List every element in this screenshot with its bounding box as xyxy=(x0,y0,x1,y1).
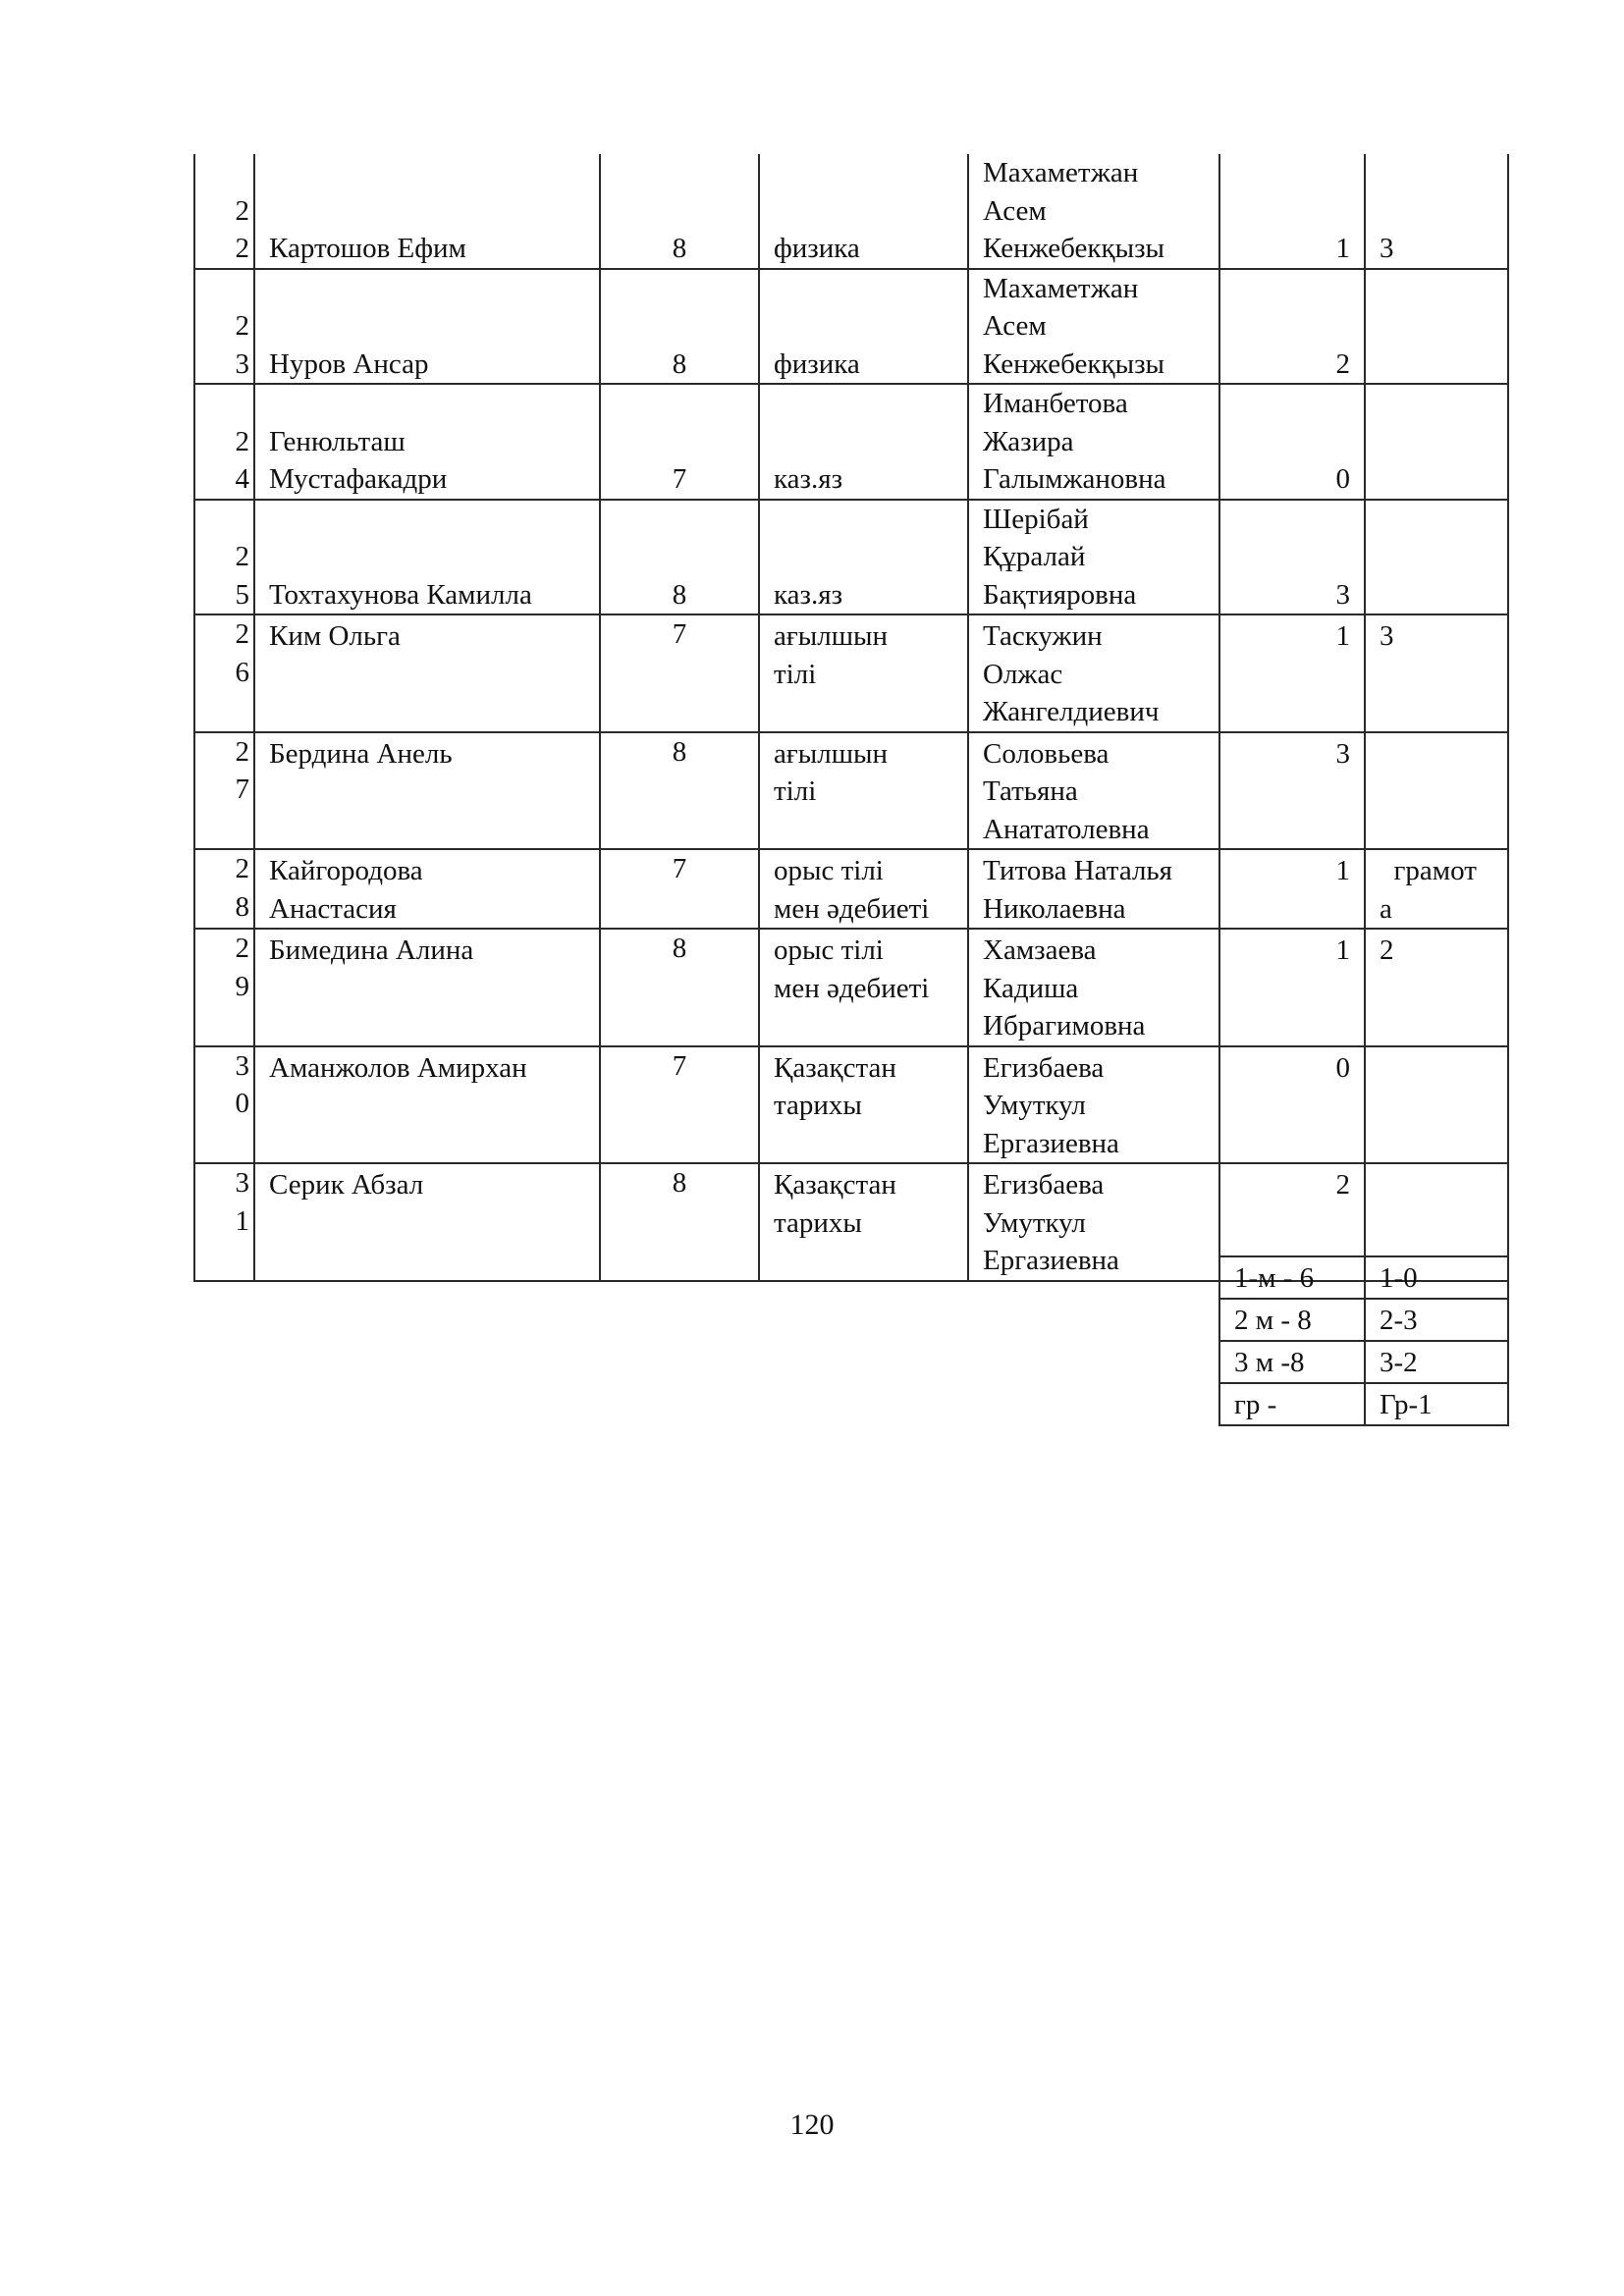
student-name: Серик Абзал xyxy=(269,1169,424,1201)
subject-cell xyxy=(759,849,968,929)
student-name: Генюльташ Мустафакадри xyxy=(269,425,448,495)
grade: 8 xyxy=(672,933,687,964)
summary-right-cell: 2-3 xyxy=(1365,1299,1508,1341)
student-name-cell xyxy=(254,1046,600,1164)
student-name: Аманжолов Амирхан xyxy=(269,1051,527,1084)
teacher-name-cell xyxy=(968,849,1219,929)
subject: каз.яз xyxy=(774,463,843,495)
subject-cell xyxy=(759,1163,968,1281)
award: 3 xyxy=(1380,233,1394,264)
teacher-name-cell xyxy=(968,154,1219,269)
subject: физика xyxy=(774,233,860,264)
award: грамот а xyxy=(1380,855,1477,925)
subject: орыс тілі мен әдебиеті xyxy=(774,855,930,925)
place-cell xyxy=(1219,1046,1365,1164)
summary-left-cell: 1-м - 6 xyxy=(1219,1256,1365,1299)
grade-cell xyxy=(600,849,759,929)
place-cell xyxy=(1219,849,1365,929)
award-cell xyxy=(1365,732,1508,850)
place: 1 xyxy=(1335,934,1350,966)
student-name: Тохтахунова Камилла xyxy=(269,578,532,611)
teacher-name: Хамзаева Кадиша Ибрагимовна xyxy=(983,934,1146,1041)
student-name-cell xyxy=(254,1163,600,1281)
grade-cell xyxy=(600,1046,759,1164)
place: 0 xyxy=(1335,1051,1350,1084)
award-cell xyxy=(1365,1046,1508,1164)
teacher-name: Иманбетова Жазира Галымжановна xyxy=(983,388,1166,495)
row-number-cell xyxy=(194,154,254,269)
teacher-name-cell xyxy=(968,500,1219,615)
table-row xyxy=(194,269,1508,385)
grade: 8 xyxy=(672,1167,687,1199)
summary-table-body xyxy=(1219,1256,1508,1425)
teacher-name: Махаметжан Асем Кенжебекқызы xyxy=(983,272,1165,380)
subject: ағылшын тілі xyxy=(774,737,889,807)
row-number-cell xyxy=(194,1046,254,1164)
grade-cell xyxy=(600,1163,759,1281)
row-number-cell xyxy=(194,500,254,615)
student-name-cell xyxy=(254,929,600,1046)
place-cell xyxy=(1219,269,1365,385)
row-number-cell xyxy=(194,849,254,929)
place: 1 xyxy=(1335,233,1350,264)
student-name-cell xyxy=(254,849,600,929)
award-cell xyxy=(1365,614,1508,732)
student-name-cell xyxy=(254,732,600,850)
row-number-cell xyxy=(194,929,254,1046)
row-number: 2 9 xyxy=(235,933,249,1002)
table-row xyxy=(194,929,1508,1046)
teacher-name: Шерібай Құралай Бақтияровна xyxy=(983,503,1137,611)
award-cell xyxy=(1365,849,1508,929)
student-name: Ким Ольга xyxy=(269,620,401,652)
subject-cell xyxy=(759,1046,968,1164)
place: 1 xyxy=(1335,620,1350,652)
summary-table xyxy=(1218,1255,1509,1426)
place-cell xyxy=(1219,154,1365,269)
subject: Қазақстан тарихы xyxy=(774,1169,896,1239)
summary-left-cell: 2 м - 8 xyxy=(1219,1299,1365,1341)
grade: 8 xyxy=(672,347,687,380)
award-cell xyxy=(1365,269,1508,385)
grade: 8 xyxy=(672,233,687,264)
row-number-cell xyxy=(194,732,254,850)
teacher-name-cell xyxy=(968,1163,1219,1281)
teacher-name-cell xyxy=(968,1046,1219,1164)
row-number-cell xyxy=(194,384,254,500)
teacher-name-cell xyxy=(968,614,1219,732)
subject-cell xyxy=(759,614,968,732)
award-cell xyxy=(1365,384,1508,500)
grade-cell xyxy=(600,269,759,385)
grade-cell xyxy=(600,384,759,500)
place-cell xyxy=(1219,614,1365,732)
place: 3 xyxy=(1335,737,1350,770)
page-number: 120 xyxy=(789,2109,835,2141)
award-cell xyxy=(1365,500,1508,615)
row-number-cell xyxy=(194,269,254,385)
student-name: Нуров Ансар xyxy=(269,347,429,380)
grade: 7 xyxy=(672,1049,687,1082)
subject-cell xyxy=(759,384,968,500)
place: 2 xyxy=(1335,1169,1350,1201)
grade-cell xyxy=(600,614,759,732)
summary-right-cell: 3-2 xyxy=(1365,1341,1508,1383)
grade-cell xyxy=(600,500,759,615)
table-row xyxy=(194,1046,1508,1164)
subject-cell xyxy=(759,154,968,269)
place-cell xyxy=(1219,500,1365,615)
summary-row xyxy=(1219,1341,1508,1383)
subject-cell xyxy=(759,929,968,1046)
student-name: Кайгородова Анастасия xyxy=(269,855,423,925)
subject: Қазақстан тарихы xyxy=(774,1051,896,1121)
student-name: Бердина Анель xyxy=(269,737,453,770)
row-number: 2 8 xyxy=(235,853,249,923)
teacher-name: Соловьева Татьяна Анататолевна xyxy=(983,737,1150,845)
teacher-name-cell xyxy=(968,269,1219,385)
award-cell xyxy=(1365,154,1508,269)
student-name-cell xyxy=(254,154,600,269)
grade-cell xyxy=(600,929,759,1046)
row-number: 3 1 xyxy=(235,1167,249,1237)
teacher-name-cell xyxy=(968,384,1219,500)
grade: 7 xyxy=(672,463,687,495)
table-row xyxy=(194,500,1508,615)
grade: 8 xyxy=(672,735,687,768)
subject: орыс тілі мен әдебиеті xyxy=(774,934,930,1004)
award-cell xyxy=(1365,929,1508,1046)
row-number: 2 7 xyxy=(235,735,249,805)
student-name: Бимедина Алина xyxy=(269,934,474,966)
student-name-cell xyxy=(254,500,600,615)
row-number-cell xyxy=(194,614,254,732)
teacher-name: Титова Наталья Николаевна xyxy=(983,855,1172,925)
results-table xyxy=(193,154,1509,1282)
student-name: Картошов Ефим xyxy=(269,233,466,264)
student-name-cell xyxy=(254,384,600,500)
teacher-name: Егизбаева Умуткул Ергазиевна xyxy=(983,1051,1119,1159)
table-row xyxy=(194,849,1508,929)
summary-right-cell: Гр-1 xyxy=(1365,1383,1508,1425)
place: 0 xyxy=(1335,463,1350,495)
place-cell xyxy=(1219,384,1365,500)
teacher-name-cell xyxy=(968,929,1219,1046)
grade: 7 xyxy=(672,618,687,650)
grade: 8 xyxy=(672,578,687,611)
row-number: 3 0 xyxy=(235,1049,249,1119)
row-number: 2 5 xyxy=(235,541,249,611)
student-name-cell xyxy=(254,269,600,385)
teacher-name: Егизбаева Умуткул Ергазиевна xyxy=(983,1169,1119,1276)
grade: 7 xyxy=(672,853,687,884)
award: 3 xyxy=(1380,620,1394,652)
table-row xyxy=(194,154,1508,269)
summary-left-cell: гр - xyxy=(1219,1383,1365,1425)
subject: физика xyxy=(774,347,860,380)
row-number: 2 6 xyxy=(235,618,249,688)
row-number: 2 3 xyxy=(235,310,249,380)
teacher-name-cell xyxy=(968,732,1219,850)
subject: ағылшын тілі xyxy=(774,620,889,690)
results-table-body xyxy=(194,154,1508,1281)
row-number-cell xyxy=(194,1163,254,1281)
summary-row xyxy=(1219,1299,1508,1341)
subject-cell xyxy=(759,269,968,385)
row-number: 2 4 xyxy=(235,425,249,495)
row-number: 2 2 xyxy=(235,194,249,264)
summary-right-cell: 1-0 xyxy=(1365,1256,1508,1299)
summary-row xyxy=(1219,1383,1508,1425)
teacher-name: Махаметжан Асем Кенжебекқызы xyxy=(983,157,1165,264)
place: 1 xyxy=(1335,855,1350,886)
grade-cell xyxy=(600,154,759,269)
subject-cell xyxy=(759,500,968,615)
place: 2 xyxy=(1335,347,1350,380)
place-cell xyxy=(1219,732,1365,850)
subject: каз.яз xyxy=(774,578,843,611)
table-row xyxy=(194,732,1508,850)
summary-row xyxy=(1219,1256,1508,1299)
student-name-cell xyxy=(254,614,600,732)
grade-cell xyxy=(600,732,759,850)
place: 3 xyxy=(1335,578,1350,611)
subject-cell xyxy=(759,732,968,850)
table-row xyxy=(194,384,1508,500)
summary-left-cell: 3 м -8 xyxy=(1219,1341,1365,1383)
place-cell xyxy=(1219,929,1365,1046)
table-row xyxy=(194,614,1508,732)
teacher-name: Таскужин Олжас Жангелдиевич xyxy=(983,620,1160,727)
award: 2 xyxy=(1380,934,1394,966)
